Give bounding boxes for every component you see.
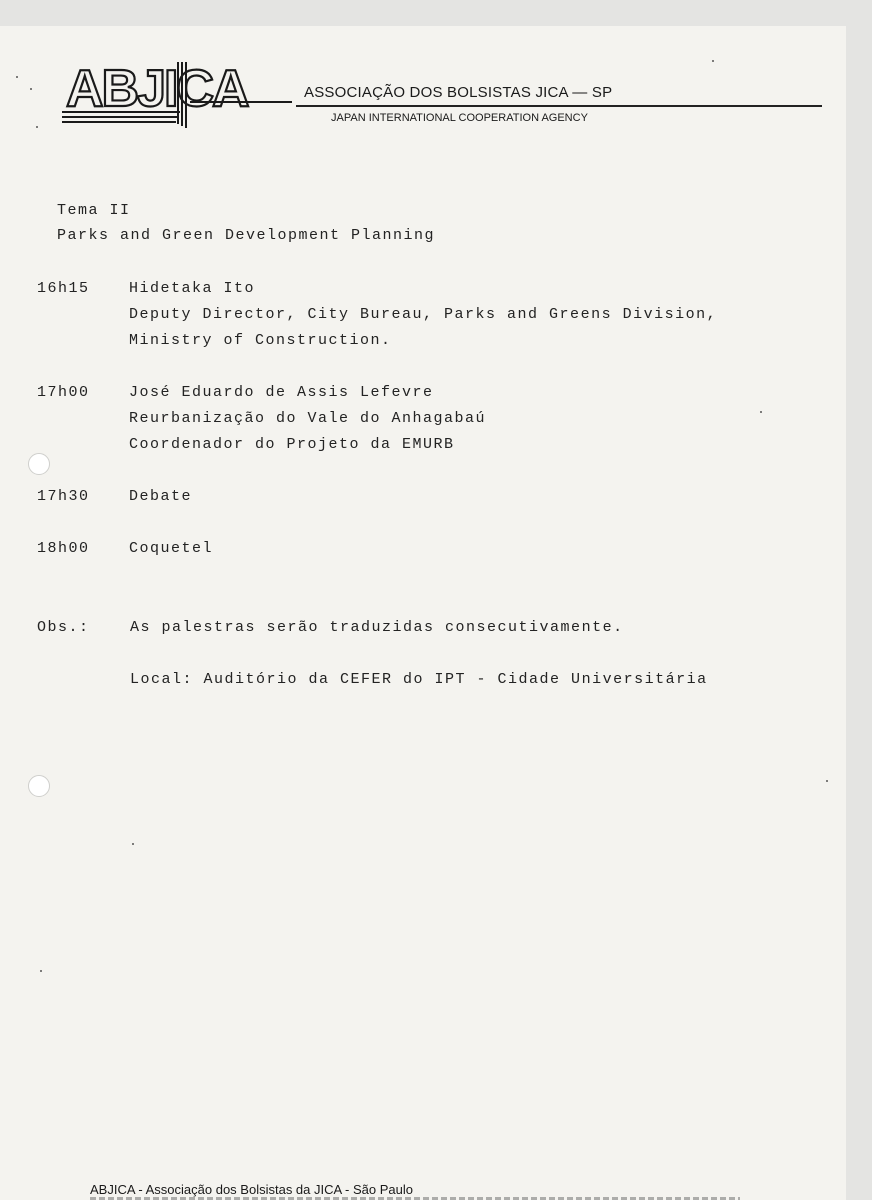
speaker-role: Coordenador do Projeto da EMURB: [129, 436, 455, 453]
document-page: [0, 26, 846, 1200]
svg-text:ABJICA: ABJICA: [66, 60, 248, 118]
speck: [16, 76, 18, 78]
speaker-name: Hidetaka Ito: [129, 280, 256, 297]
speaker-organization: Ministry of Construction.: [129, 332, 392, 349]
schedule-time: 16h15: [37, 280, 90, 297]
agency-name: JAPAN INTERNATIONAL COOPERATION AGENCY: [331, 112, 588, 124]
speck: [760, 411, 762, 413]
abjica-logo: [60, 56, 296, 132]
talk-topic: Reurbanização do Vale do Anhagabaú: [129, 410, 487, 427]
schedule-time: 17h30: [37, 488, 90, 505]
theme-title: Parks and Green Development Planning: [57, 227, 436, 244]
schedule-time: 17h00: [37, 384, 90, 401]
schedule-item: Debate: [129, 488, 193, 505]
speaker-name: José Eduardo de Assis Lefevre: [129, 384, 434, 401]
punch-hole: [28, 775, 50, 797]
schedule-time: 18h00: [37, 540, 90, 557]
footer-address: ABJICA - Associação dos Bolsistas da JICA - São Paulo: [90, 1182, 413, 1197]
header-rule: [296, 105, 822, 107]
speck: [826, 780, 828, 782]
speck: [36, 126, 38, 128]
speaker-title: Deputy Director, City Bureau, Parks and Greens Division,: [129, 306, 718, 323]
theme-label: Tema II: [57, 202, 131, 219]
translation-note: As palestras serão traduzidas consecutivamente.: [130, 619, 624, 636]
speck: [712, 60, 714, 62]
speck: [40, 970, 42, 972]
speck: [132, 843, 134, 845]
association-name: ASSOCIAÇÃO DOS BOLSISTAS JICA — SP: [304, 84, 613, 101]
location-note: Local: Auditório da CEFER do IPT - Cidade Universitária: [130, 671, 708, 688]
speck: [30, 88, 32, 90]
punch-hole: [28, 453, 50, 475]
notes-label: Obs.:: [37, 619, 90, 636]
schedule-item: Coquetel: [129, 540, 214, 557]
